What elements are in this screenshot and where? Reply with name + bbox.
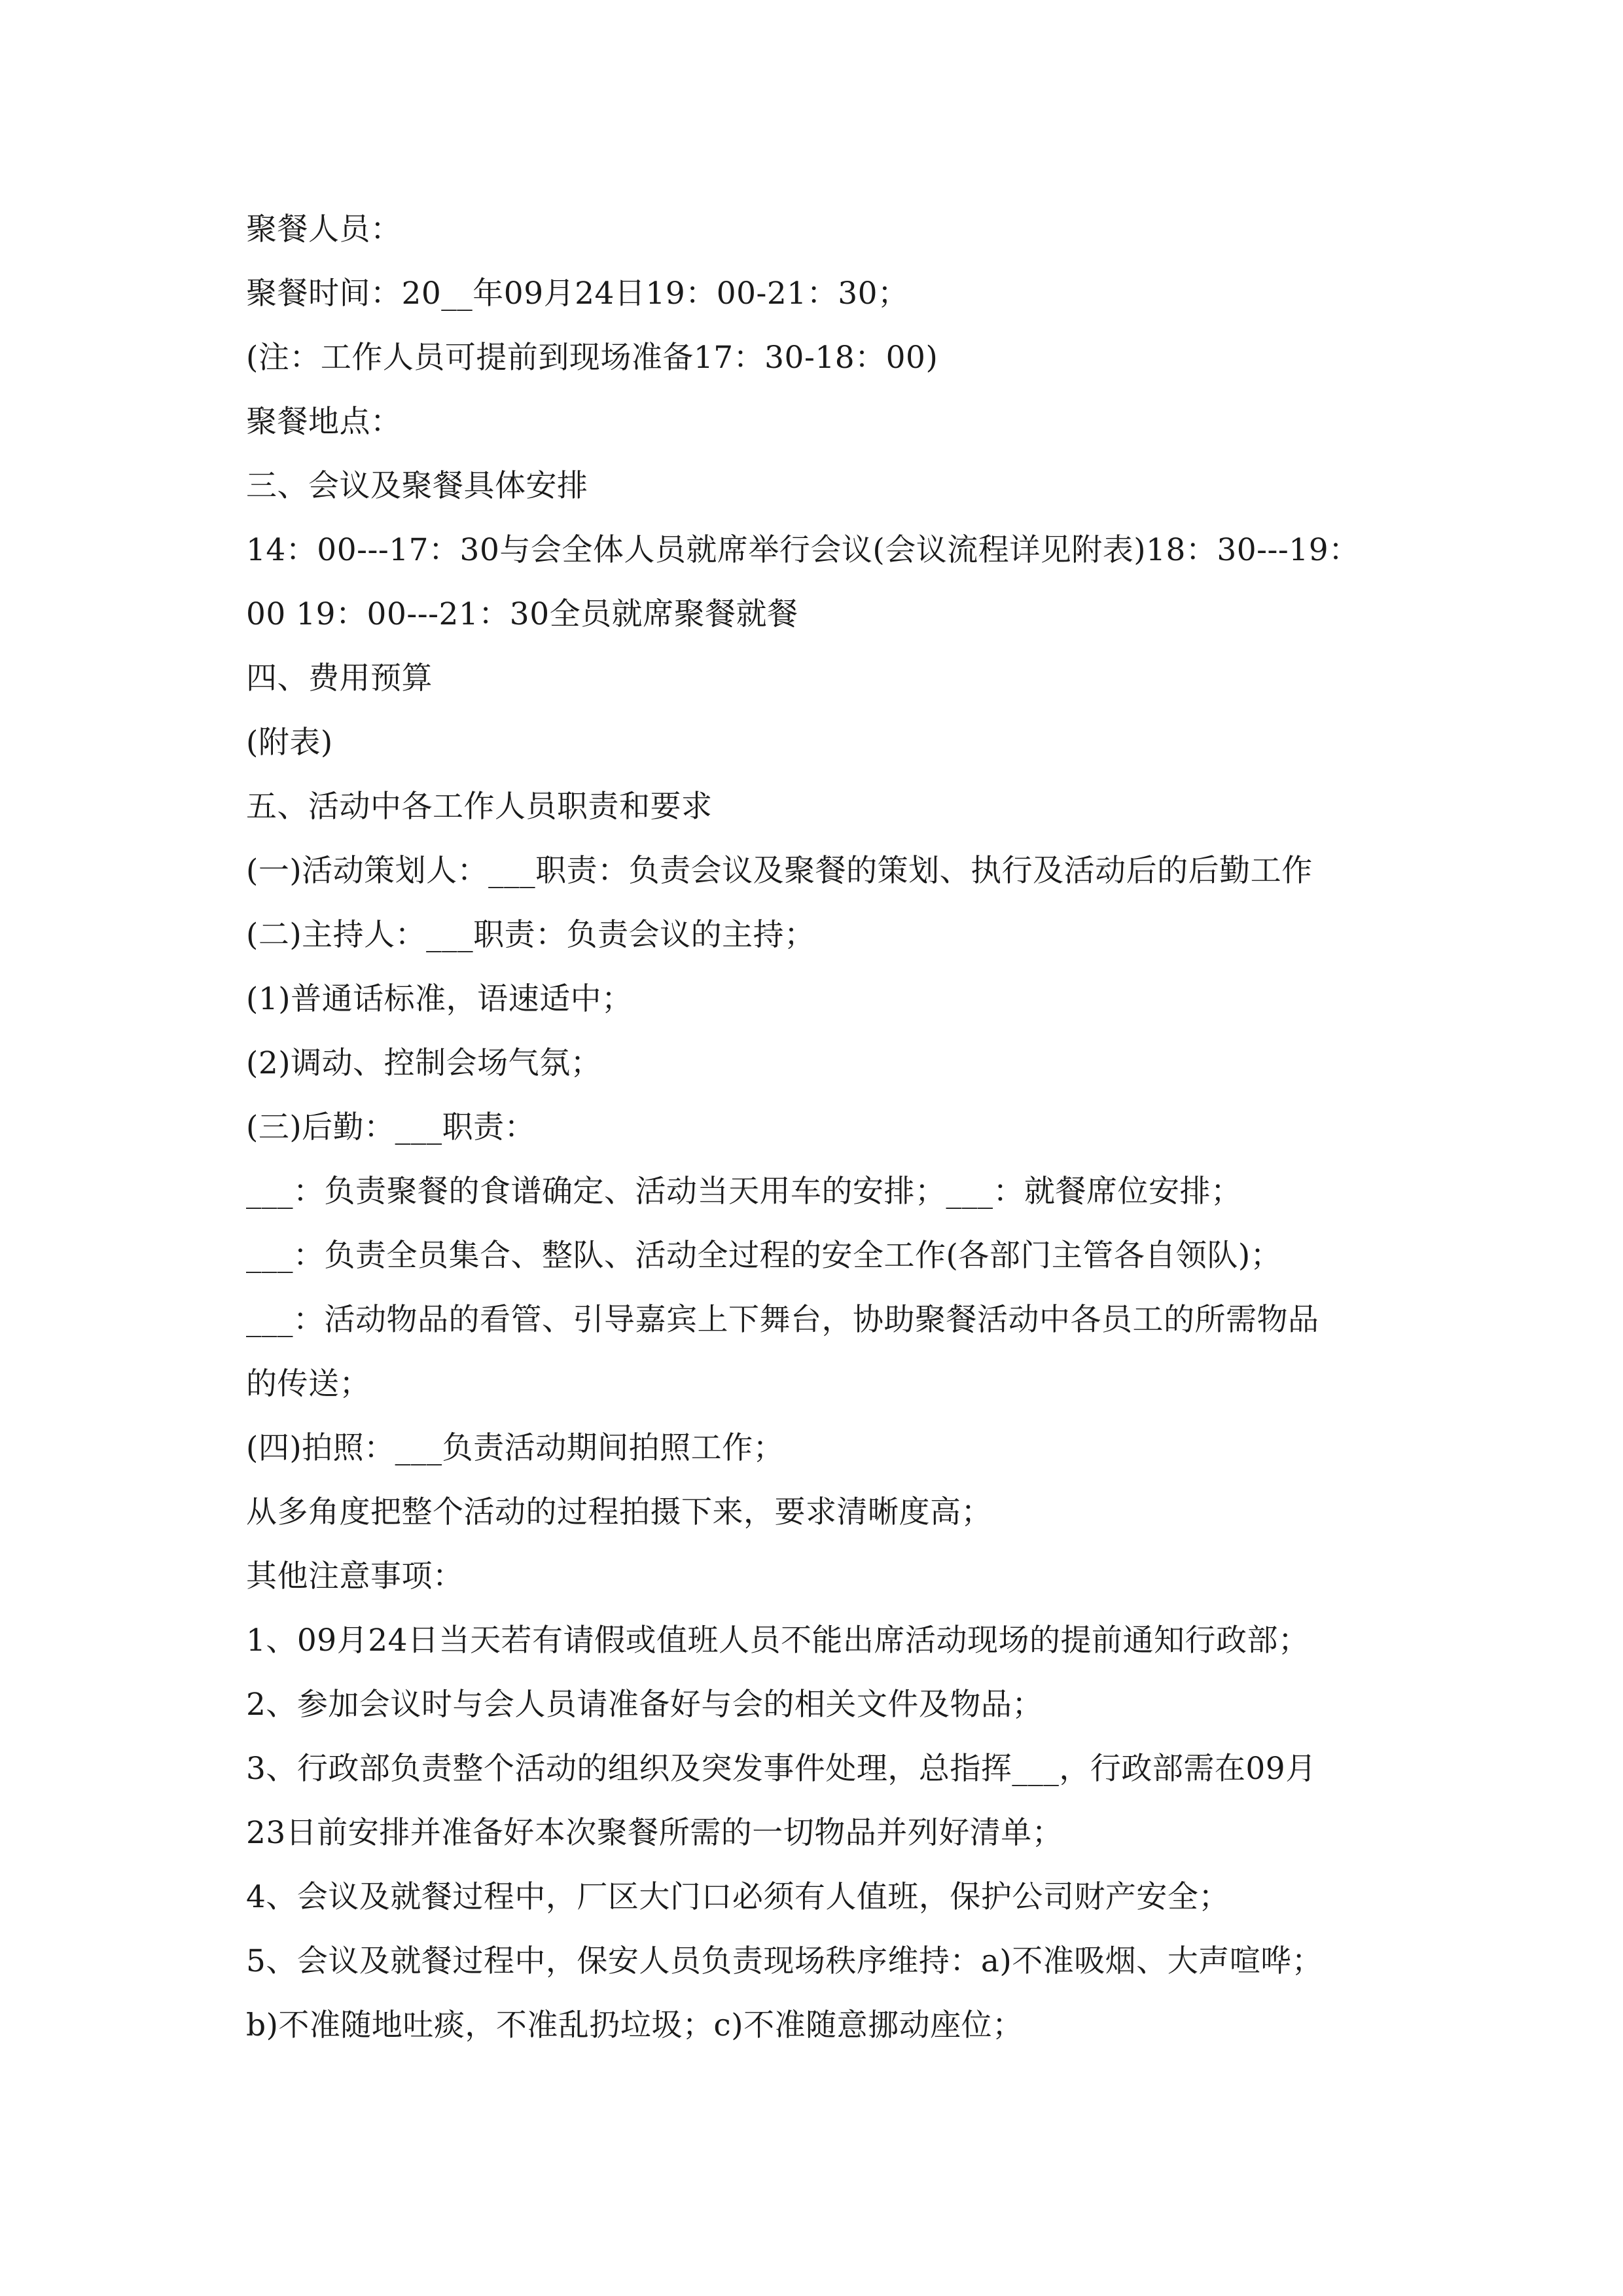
text-line: 4、会议及就餐过程中，厂区大门口必须有人值班，保护公司财产安全； <box>246 1879 1230 1915</box>
text-line: 5、会议及就餐过程中，保安人员负责现场秩序维持：a)不准吸烟、大声喧哗； <box>246 1943 1323 1979</box>
text-line: 聚餐人员： <box>246 211 402 247</box>
text-line: (一)活动策划人：___职责：负责会议及聚餐的策划、执行及活动后的后勤工作 <box>246 853 1313 889</box>
section-heading: 四、费用预算 <box>246 660 433 696</box>
section-heading: 三、会议及聚餐具体安排 <box>246 468 588 504</box>
text-line: (附表) <box>246 725 333 761</box>
text-line: ___：负责聚餐的食谱确定、活动当天用车的安排；___：就餐席位安排； <box>246 1174 1242 1210</box>
text-line: (二)主持人：___职责：负责会议的主持； <box>246 917 815 953</box>
text-line: 23日前安排并准备好本次聚餐所需的一切物品并列好清单； <box>246 1815 1063 1851</box>
text-line: 3、行政部负责整个活动的组织及突发事件处理，总指挥___，行政部需在09月 <box>246 1751 1317 1787</box>
text-line: 聚餐时间：20__年09月24日19：00-21：30； <box>246 276 909 312</box>
text-line: 其他注意事项： <box>246 1558 464 1594</box>
text-line: (四)拍照：___负责活动期间拍照工作； <box>246 1430 785 1466</box>
text-line: 的传送； <box>246 1366 370 1402</box>
text-line: 1、09月24日当天若有请假或值班人员不能出席活动现场的提前通知行政部； <box>246 1623 1310 1659</box>
text-line: ___：负责全员集合、整队、活动全过程的安全工作(各部门主管各自领队)； <box>246 1238 1282 1274</box>
text-line: 2、参加会议时与会人员请准备好与会的相关文件及物品； <box>246 1687 1043 1723</box>
text-line: (1)普通话标准，语速适中； <box>246 981 633 1017</box>
text-line: (三)后勤：___职责： <box>246 1109 536 1145</box>
text-line: b)不准随地吐痰，不准乱扔垃圾；c)不准随意挪动座位； <box>246 2007 1024 2043</box>
text-line: (注：工作人员可提前到现场准备17：30-18：00) <box>246 340 938 376</box>
text-line: 00 19：00---21：30全员就席聚餐就餐 <box>246 596 798 632</box>
text-line: ___：活动物品的看管、引导嘉宾上下舞台，协助聚餐活动中各员工的所需物品 <box>246 1302 1319 1338</box>
section-heading: 五、活动中各工作人员职责和要求 <box>246 789 713 825</box>
text-line: 聚餐地点： <box>246 404 402 440</box>
text-line: 从多角度把整个活动的过程拍摄下来，要求清晰度高； <box>246 1494 992 1530</box>
text-line: 14：00---17：30与会全体人员就席举行会议(会议流程详见附表)18：30---19： <box>246 532 1360 568</box>
text-line: (2)调动、控制会场气氛； <box>246 1045 602 1081</box>
document-body <box>246 198 1398 2058</box>
